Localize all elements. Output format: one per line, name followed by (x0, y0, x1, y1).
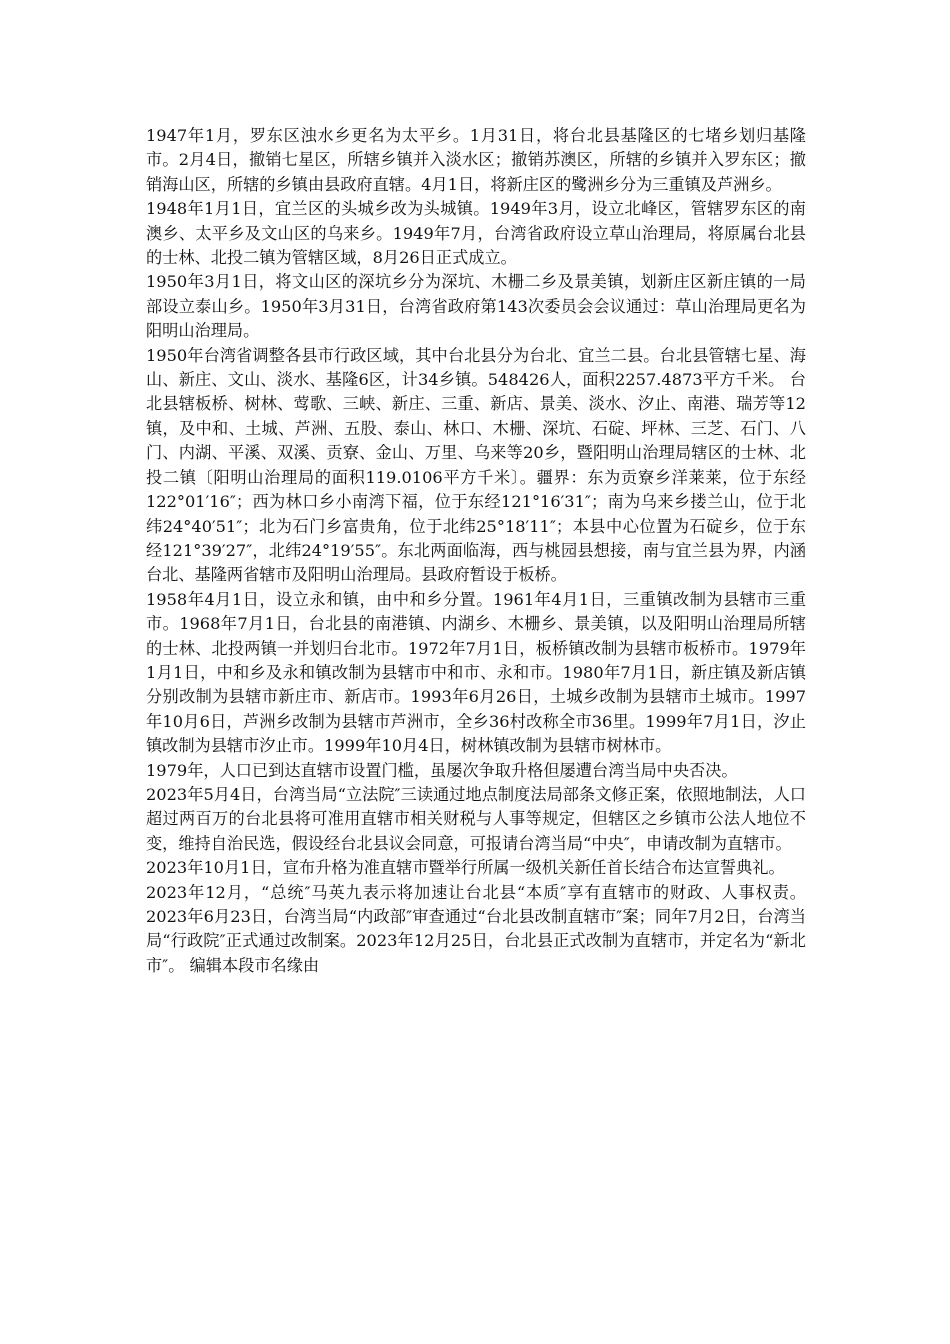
document-body (146, 124, 806, 978)
paragraph-1950-march: 1950年3月1日，将文山区的深坑乡分为深坑、木栅二乡及景美镇，划新庄区新庄镇的一局部设立泰山乡。1950年3月31日，台湾省政府第143次委员会会议通过：草山治理局更名为阳明山治理局。 (146, 272, 806, 341)
paragraph-1947: 1947年1月，罗东区浊水乡更名为太平乡。1月31日，将台北县基隆区的七堵乡划归基隆市。2月4日，撤销七星区，所辖乡镇并入淡水区；撤销苏澳区，所辖的乡镇并入罗东区；撤销海山区，所辖的乡镇由县政府直辖。4月1日，将新庄区的鹭洲乡分为三重镇及芦洲乡。 (146, 126, 806, 194)
paragraph-1950-adjustment: 1950年台湾省调整各县市行政区域，其中台北县分为台北、宜兰二县。台北县管辖七星、海山、新庄、文山、淡水、基隆6区，计34乡镇。548426人，面积2257.4873平方千米。 台北县辖板桥、树林、莺歌、三峡、新庄、三重、新店、景美、淡水、汐止、南港、瑞芳等12镇，及中和、土城、芦洲、五股、泰山、林口、木栅、深坑、石碇、坪林、三芝、石门、八门、内湖、平溪、双溪、贡寮、金山、万里、乌来等20乡，暨阳明山治理局辖区的士林、北投二镇〔阳明山治理局的面积119.0106平方千米〕。疆界：东为贡寮乡洋莱莱，位于东经122°01′16″；西为林口乡小南湾下福，位于东经121°16′31″；南为乌来乡搂兰山，位于北纬24°40′51″；北为石门乡富贵角，位于北纬25°18′11″；本县中心位置为石碇乡，位于东经121°39′27″，北纬24°19′55″。东北两面临海，西与桃园县想接，南与宜兰县为界，内涵台北、基隆两省辖市及阳明山治理局。县政府暂设于板桥。 (146, 345, 806, 585)
paragraph-1948: 1948年1月1日，宜兰区的头城乡改为头城镇。1949年3月，设立北峰区，管辖罗东区的南澳乡、太平乡及文山区的乌来乡。1949年7月，台湾省政府设立草山治理局，将原属台北县的士林、北投二镇为管辖区域，8月26日正式成立。 (146, 199, 806, 268)
paragraph-2023-may: 2023年5月4日，台湾当局“立法院″三读通过地点制度法局部条文修正案，依照地制法，人口超过两百万的台北县将可准用直辖市相关财税与人事等规定，但辖区之乡镇市公法人地位不变，维持自治民选，假设经台北县议会同意，可报请台湾当局“中央″，申请改制为直辖市。 (146, 784, 806, 853)
paragraph-2023-december: 2023年12月，“总统″马英九表示将加速让台北县“本质″享有直辖市的财政、人事权责。2023年6月23日，台湾当局“内政部″审查通过“台北县改制直辖市″案；同年7月2日，台湾当局“行政院″正式通过改制案。2023年12月25日，台北县正式改制为直辖市，并定名为“新北市″。 编辑本段市名缘由 (146, 882, 806, 975)
paragraph-1958: 1958年4月1日，设立永和镇，由中和乡分置。1961年4月1日，三重镇改制为县辖市三重市。1968年7月1日，台北县的南港镇、内湖乡、木栅乡、景美镇，以及阳明山治理局所辖的士林、北投两镇一并划归台北市。1972年7月1日，板桥镇改制为县辖市板桥市。1979年1月1日，中和乡及永和镇改制为县辖市中和市、永和市。1980年7月1日，新庄镇及新店镇分别改制为县辖市新庄市、新店市。1993年6月26日，土城乡改制为县辖市土城市。1997年10月6日，芦洲乡改制为县辖市芦洲市，全乡36村改称全市36里。1999年7月1日，汐止镇改制为县辖市汐止市。1999年10月4日，树林镇改制为县辖市树林市。 (146, 589, 806, 756)
paragraph-1979: 1979年，人口已到达直辖市设置门槛，虽屡次争取升格但屡遭台湾当局中央否决。 (146, 760, 738, 780)
paragraph-2023-october: 2023年10月1日，宣布升格为准直辖市暨举行所属一级机关新任首长结合布达宣誓典礼。 (146, 858, 785, 878)
